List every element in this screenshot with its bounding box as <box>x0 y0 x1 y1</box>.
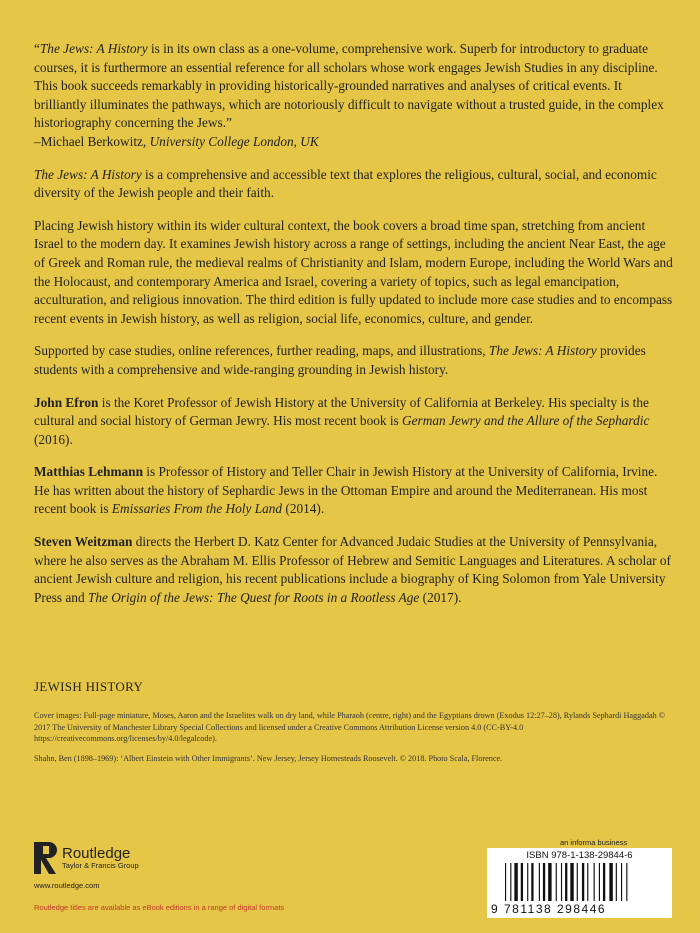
barcode-bar <box>505 863 506 901</box>
author-name: John Efron <box>34 394 99 410</box>
publisher-group: Taylor & Francis Group <box>62 861 139 870</box>
informa-tagline: an informa business <box>560 838 628 847</box>
isbn-barcode <box>487 848 672 918</box>
barcode-bar <box>626 863 627 901</box>
body-paragraph: Placing Jewish history within its wider cultural context, the book covers a broad time span, stretching from ancient Israel to the modern day. It examines Jewish history across a range of settings, including the ancient Near East, the age of Greek and Roman rule, the medieval realms of Christianity and Islam, modern Europe, including the World Wars and the Holocaust, and contemporary America and Israel, covering a variety of topics, such as legal emancipation, acculturation, and religious innovation. The third edition is fully updated to include more case studies and to encompass recent events in Jewish history, as well as religion, social life, economics, culture, and gender. <box>34 217 673 326</box>
barcode-bar <box>594 863 595 901</box>
barcode-bar <box>521 863 523 901</box>
publisher-website: www.routledge.com <box>34 881 100 890</box>
barcode-bar <box>565 863 567 901</box>
routledge-logo <box>34 842 139 874</box>
barcode-bar <box>603 863 605 901</box>
barcode-bar <box>621 863 622 901</box>
author-bio: Matthias Lehmann is Professor of History and Teller Chair in Jewish History at the University of California, Irvine. He has written about the history of Sephardic Jews in the Ottoman Empire and around the Mediterranean. His most recent book is Emissaries From the Holy Land (2014). <box>34 464 658 517</box>
isbn-digits: 9 781138 298446 <box>491 902 607 916</box>
support-paragraph: Supported by case studies, online references, further reading, maps, and illustrations, The Jews: A History provides students with a comprehensive and wide-ranging grounding in Jewish history. <box>34 343 646 377</box>
author-bio: John Efron is the Koret Professor of Jewish History at the University of California at Berkeley. His specialty is the cultural and social history of German Jewry. His most recent book is German Jewry and the Allure of the Sephardic (2016). <box>34 394 650 447</box>
barcode-bar <box>599 863 600 901</box>
barcode-bar <box>543 863 545 901</box>
barcode-bar <box>616 863 617 901</box>
barcode-bar <box>510 863 511 901</box>
image-credits <box>34 710 674 772</box>
author-bio: Steven Weitzman directs the Herbert D. Katz Center for Advanced Judaic Studies at the University of Pennsylvania, where he also serves as the Abraham M. Ellis Professor of Hebrew and Semitic Languages and Literatures. A scholar of ancient Jewish culture and religion, his recent publications include a biography of King Solomon from Yale University Press and The Origin of the Jews: The Quest for Roots in a Rootless Age (2017). <box>34 534 671 605</box>
barcode-bar <box>561 863 562 901</box>
cover-image-credit: Cover images: Full-page miniature, Moses, Aaron and the Israelites walk on dry land, while Pharaoh (centre, right) and the Egyptians drown (Exodus 12:27–28), Rylands Sephardi Haggadah © 2017 The University of Manchester Library Special Collections and licensed under a Creative Commons Attribution License version 4.0 (CC-BY-4.0 https://creativecommons.org/licenses/by/4.0/legalcode). <box>34 711 665 744</box>
routledge-logo-icon <box>34 842 58 874</box>
barcode-bar <box>531 863 533 901</box>
subject-category: JEWISH HISTORY <box>34 679 144 694</box>
review-quote: “The Jews: A History is in its own class as a one-volume, comprehensive work. Superb for introductory to graduate courses, it is furthermore an essential reference for all scholars whose work engages Jewish Studies in any discipline. This book succeeds remarkably in providing historically-grounded narratives and analyses of critical events. It brilliantly illuminates the pathways, which are notoriously difficult to navigate without a trusted guide, in the complex historiography concerning the Jews.” –Michael Berkowitz, University College London, UK <box>34 41 664 149</box>
barcode-bar <box>514 863 517 901</box>
barcode-bar <box>587 863 588 901</box>
barcode-bar <box>582 863 584 901</box>
barcode-bar <box>527 863 528 901</box>
review-affiliation: University College London, UK <box>149 133 319 149</box>
publisher-name: Routledge <box>62 845 131 862</box>
back-cover-text <box>34 40 674 621</box>
isbn-label: ISBN 978-1-138-29844-6 <box>526 850 633 861</box>
barcode-bar <box>609 863 612 901</box>
ebook-note: Routledge titles are available as eBook editions in a range of digital formats <box>34 903 285 912</box>
barcode-bar <box>548 863 551 901</box>
photo-credit: Shahn, Ben (1898–1969): ‘Albert Einstein with Other Immigrants’. New Jersey, Jersey Homesteads Roosevelt. © 2018. Photo Scala, Florence. <box>34 753 503 763</box>
author-name: Matthias Lehmann <box>34 464 143 480</box>
barcode-bar <box>570 863 573 901</box>
intro-paragraph: The Jews: A History is a comprehensive and accessible text that explores the religious, cultural, social, and economic diversity of the Jewish people and their faith. <box>34 166 657 201</box>
barcode-bar <box>556 863 557 901</box>
barcode-bars <box>505 863 663 901</box>
barcode-bar <box>539 863 540 901</box>
barcode-bar <box>577 863 578 901</box>
author-name: Steven Weitzman <box>34 534 133 550</box>
